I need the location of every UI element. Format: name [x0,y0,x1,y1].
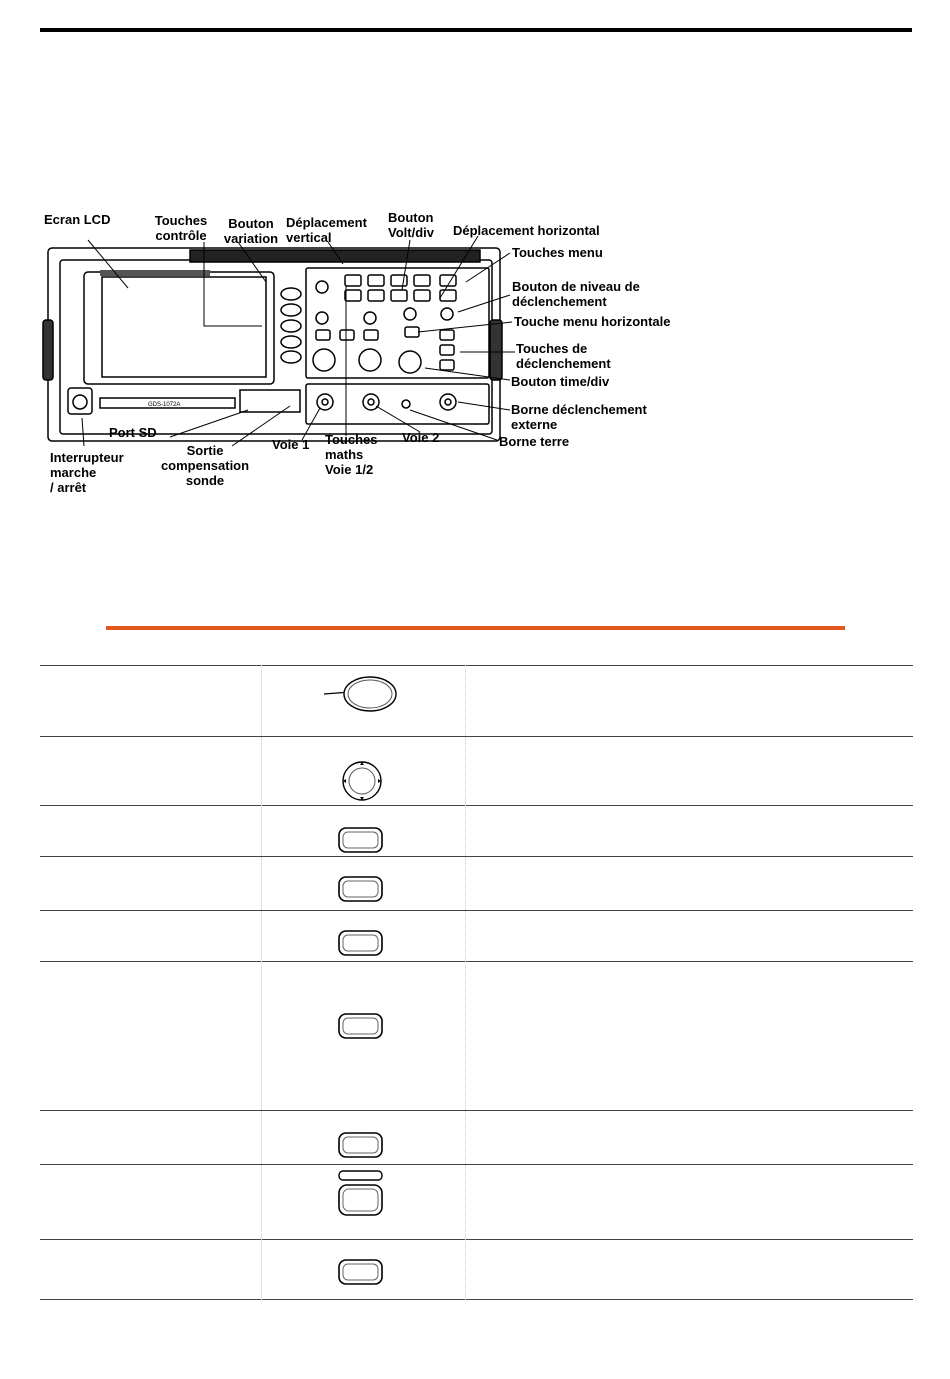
key-button-icon [337,1131,385,1161]
label-port-sd: Port SD [109,425,157,440]
stacked-key-button-icon [337,1169,385,1219]
label-voie-2: Voie 2 [402,430,440,445]
label-sortie-compensation-sonde: Sortie compensation sonde [160,443,250,488]
label-deplacement-vertical: Déplacement vertical [286,215,367,245]
label-touches-declenchement: Touches de déclenchement [516,341,611,371]
oval-knob-icon [320,672,400,716]
label-touches-menu: Touches menu [512,245,603,260]
key-button-icon [337,1012,385,1042]
key-button-icon [337,1258,385,1288]
controls-table [40,665,913,1300]
label-bouton-time-div: Bouton time/div [511,374,610,389]
table-row [40,665,913,736]
device-model-text: GDS-1072A [148,402,181,408]
table-row [40,1239,913,1300]
oscilloscope-front-panel-diagram [0,0,950,520]
column-divider [261,665,262,1300]
table-row [40,736,913,805]
label-touches-controle: Touches contrôle [154,213,208,243]
label-bouton-volt-div: Bouton Volt/div [388,210,434,240]
key-button-icon [337,875,385,905]
label-bouton-niveau-declenchement: Bouton de niveau de déclenchement [512,279,640,309]
label-bouton-variation: Bouton variation [223,216,279,246]
section-accent-rule [106,626,845,630]
label-borne-terre: Borne terre [499,434,570,449]
label-touches-maths: Touches maths Voie 1/2 [325,432,378,477]
label-borne-declenchement-externe: Borne déclenchement externe [511,402,647,432]
label-voie-1: Voie 1 [272,437,310,452]
table-row [40,910,913,961]
label-interrupteur: Interrupteur marche / arrêt [50,450,124,495]
table-row [40,961,913,1110]
label-ecran-lcd: Ecran LCD [44,212,111,227]
key-button-icon [337,929,385,959]
key-button-icon [337,826,385,856]
label-touche-menu-horizontale: Touche menu horizontale [514,314,671,329]
table-row [40,1110,913,1164]
table-row [40,856,913,910]
table-row [40,1164,913,1239]
table-row [40,805,913,856]
column-divider [465,665,466,1300]
label-deplacement-horizontal: Déplacement horizontal [453,223,600,238]
round-knob-icon [340,759,384,803]
